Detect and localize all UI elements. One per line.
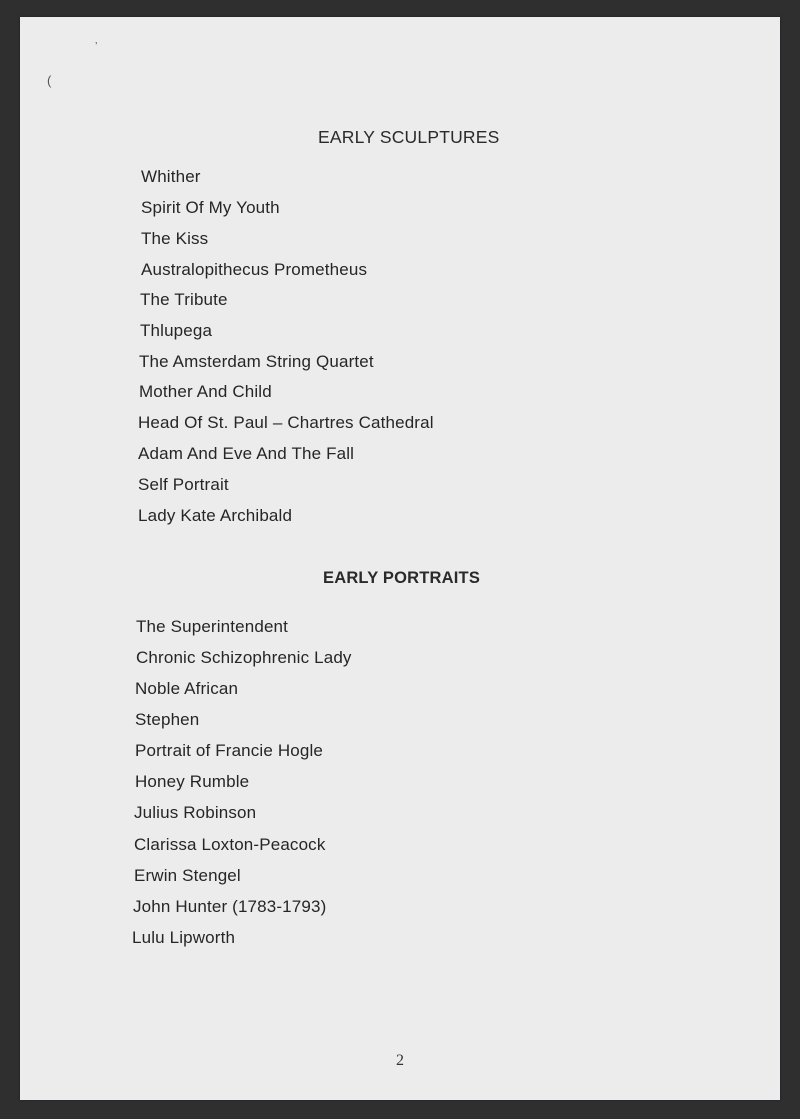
section-heading-portraits: EARLY PORTRAITS bbox=[323, 569, 481, 587]
list-item: Head Of St. Paul – Chartres Cathedral bbox=[138, 413, 434, 432]
list-item: The Kiss bbox=[141, 229, 209, 248]
list-item: Honey Rumble bbox=[135, 772, 250, 791]
list-item: Erwin Stengel bbox=[134, 866, 241, 885]
list-item: Lady Kate Archibald bbox=[138, 506, 293, 525]
list-item: Mother And Child bbox=[139, 382, 272, 401]
stray-mark: ( bbox=[47, 73, 52, 88]
list-item: Lulu Lipworth bbox=[132, 928, 236, 947]
list-item: Noble African bbox=[135, 679, 239, 698]
list-item: Australopithecus Prometheus bbox=[141, 260, 368, 279]
section-heading-sculptures: EARLY SCULPTURES bbox=[318, 127, 500, 147]
list-item: Spirit Of My Youth bbox=[141, 198, 280, 217]
list-item: Thlupega bbox=[140, 321, 213, 340]
list-item: Adam And Eve And The Fall bbox=[138, 444, 355, 463]
list-item: Julius Robinson bbox=[134, 803, 257, 822]
list-item: Stephen bbox=[135, 710, 200, 729]
list-item: Clarissa Loxton-Peacock bbox=[134, 835, 326, 854]
list-item: The Tribute bbox=[140, 290, 228, 309]
list-item: The Amsterdam String Quartet bbox=[139, 352, 374, 371]
list-item: Portrait of Francie Hogle bbox=[135, 741, 323, 760]
list-item: The Superintendent bbox=[136, 617, 289, 636]
list-item: Whither bbox=[141, 167, 201, 186]
stray-mark: ʼ bbox=[95, 41, 98, 53]
page-number: 2 bbox=[396, 1052, 404, 1069]
list-item: Chronic Schizophrenic Lady bbox=[136, 648, 352, 667]
list-item: John Hunter (1783-1793) bbox=[133, 897, 327, 916]
list-item: Self Portrait bbox=[138, 475, 229, 494]
paper-sheet bbox=[20, 17, 780, 1100]
